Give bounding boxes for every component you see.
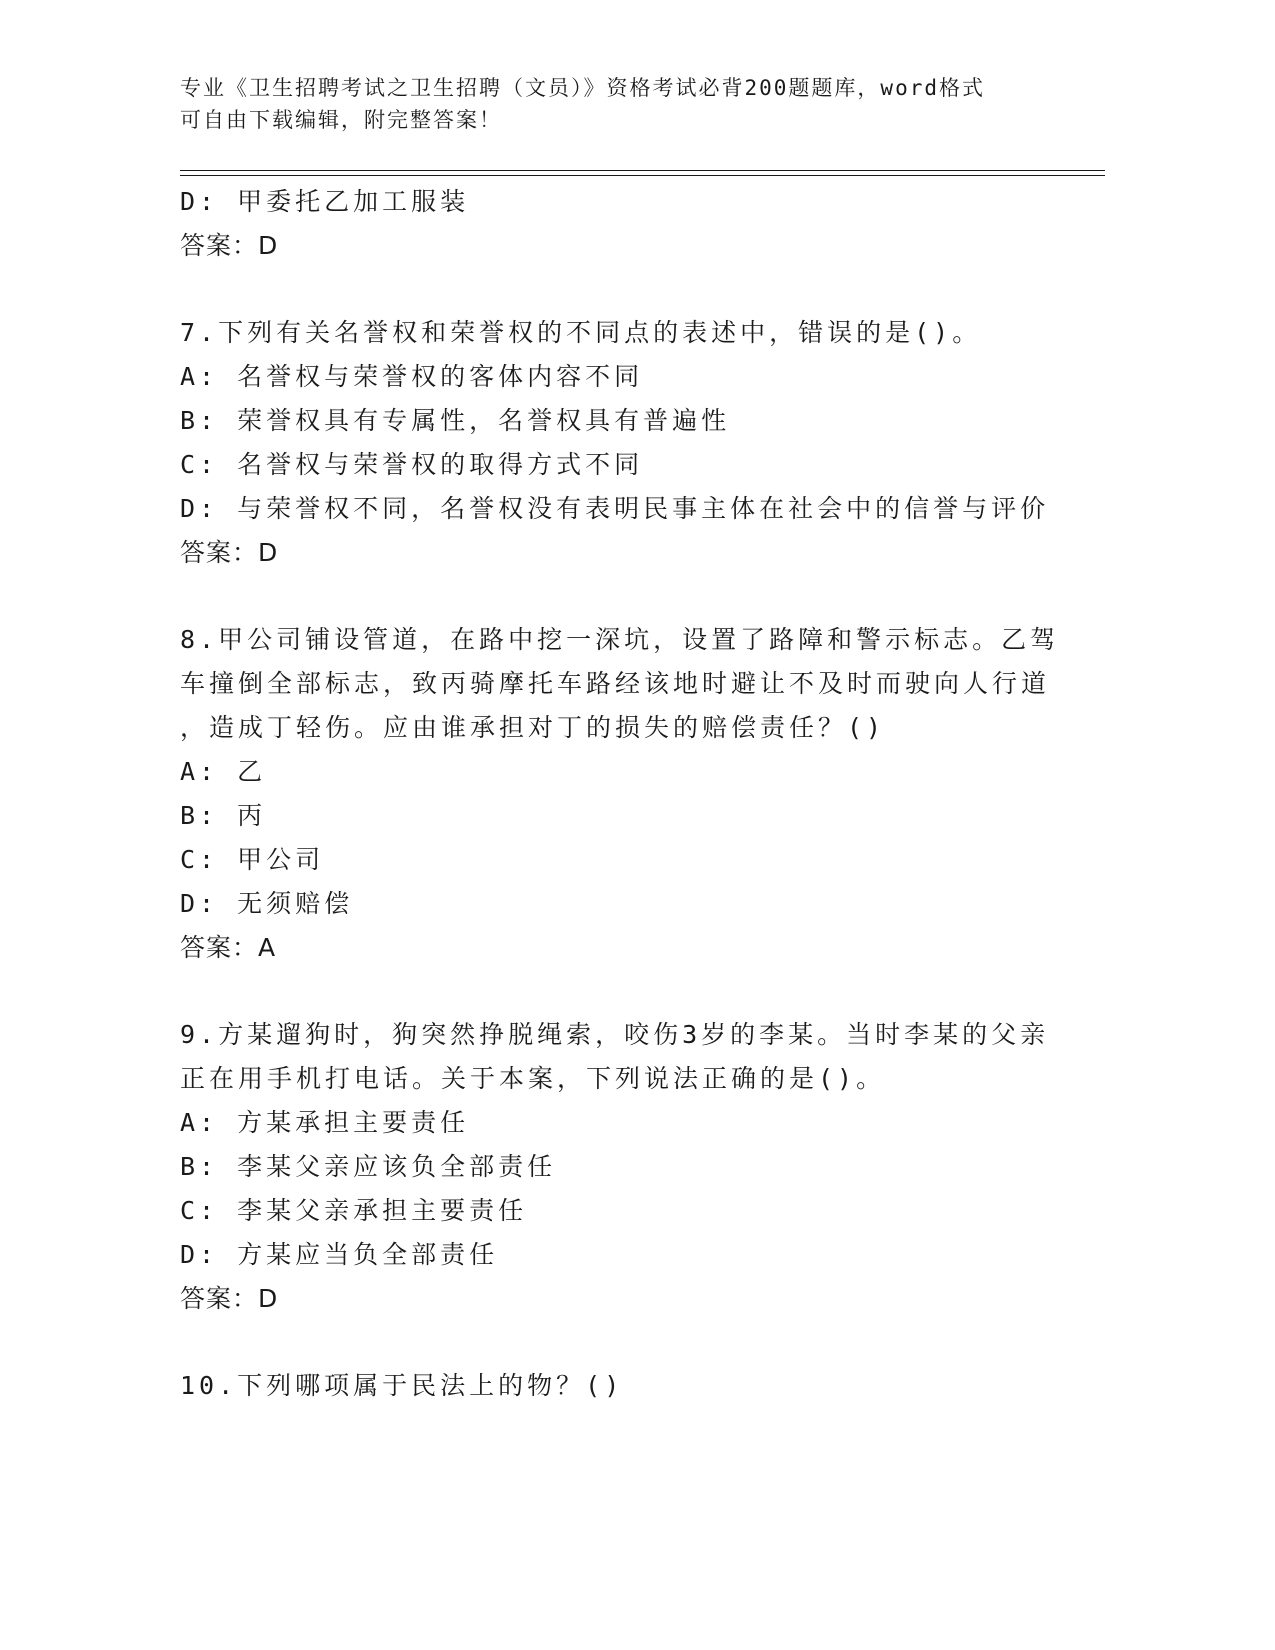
option-d: D: 甲委托乙加工服装 xyxy=(180,187,470,216)
answer-line: 答案：D xyxy=(180,1284,279,1313)
answer-line: 答案：D xyxy=(180,231,279,260)
option-a: A: 乙 xyxy=(180,757,267,786)
question-stem-line-1: 9.方某遛狗时，狗突然挣脱绳索，咬伤3岁的李某。当时李某的父亲 xyxy=(180,1020,1050,1049)
option-c: C: 李某父亲承担主要责任 xyxy=(180,1196,528,1225)
option-c: C: 名誉权与荣誉权的取得方式不同 xyxy=(180,450,644,479)
spacer xyxy=(180,270,1060,313)
question-9 xyxy=(180,1015,1060,1323)
answer-line: 答案：A xyxy=(180,933,277,962)
previous-question-tail xyxy=(180,182,1060,270)
option-a: A: 方某承担主要责任 xyxy=(180,1108,470,1137)
spacer xyxy=(180,972,1060,1015)
option-d: D: 无须赔偿 xyxy=(180,889,354,918)
question-stem: 10.下列哪项属于民法上的物？() xyxy=(180,1371,624,1400)
option-a: A: 名誉权与荣誉权的客体内容不同 xyxy=(180,362,644,391)
header-line-1: 专业《卫生招聘考试之卫生招聘（文员）》资格考试必背200题题库，word格式 xyxy=(180,76,985,100)
document-body xyxy=(180,182,1060,1410)
spacer xyxy=(180,1323,1060,1366)
question-7 xyxy=(180,313,1060,577)
question-stem-line-2: 车撞倒全部标志，致丙骑摩托车路经该地时避让不及时而驶向人行道 xyxy=(180,669,1051,698)
option-b: B: 丙 xyxy=(180,801,267,830)
question-stem-line-2: 正在用手机打电话。关于本案，下列说法正确的是()。 xyxy=(180,1064,886,1093)
header-line-2: 可自由下载编辑，附完整答案！ xyxy=(180,108,502,132)
question-stem-line-3: ，造成丁轻伤。应由谁承担对丁的损失的赔偿责任？() xyxy=(180,713,886,742)
question-8 xyxy=(180,620,1060,972)
option-c: C: 甲公司 xyxy=(180,845,325,874)
option-b: B: 荣誉权具有专属性，名誉权具有普遍性 xyxy=(180,406,731,435)
answer-line: 答案：D xyxy=(180,538,279,567)
option-d: D: 与荣誉权不同，名誉权没有表明民事主体在社会中的信誉与评价 xyxy=(180,494,1050,523)
question-stem-line-1: 8.甲公司铺设管道，在路中挖一深坑，设置了路障和警示标志。乙驾 xyxy=(180,625,1060,654)
spacer xyxy=(180,577,1060,620)
header-rule-bottom xyxy=(180,175,1105,176)
question-10 xyxy=(180,1366,1060,1410)
question-stem: 7.下列有关名誉权和荣誉权的不同点的表述中，错误的是()。 xyxy=(180,318,982,347)
header-rule-top xyxy=(180,170,1105,171)
option-b: B: 李某父亲应该负全部责任 xyxy=(180,1152,557,1181)
option-d: D: 方某应当负全部责任 xyxy=(180,1240,499,1269)
document-header xyxy=(180,72,1040,136)
